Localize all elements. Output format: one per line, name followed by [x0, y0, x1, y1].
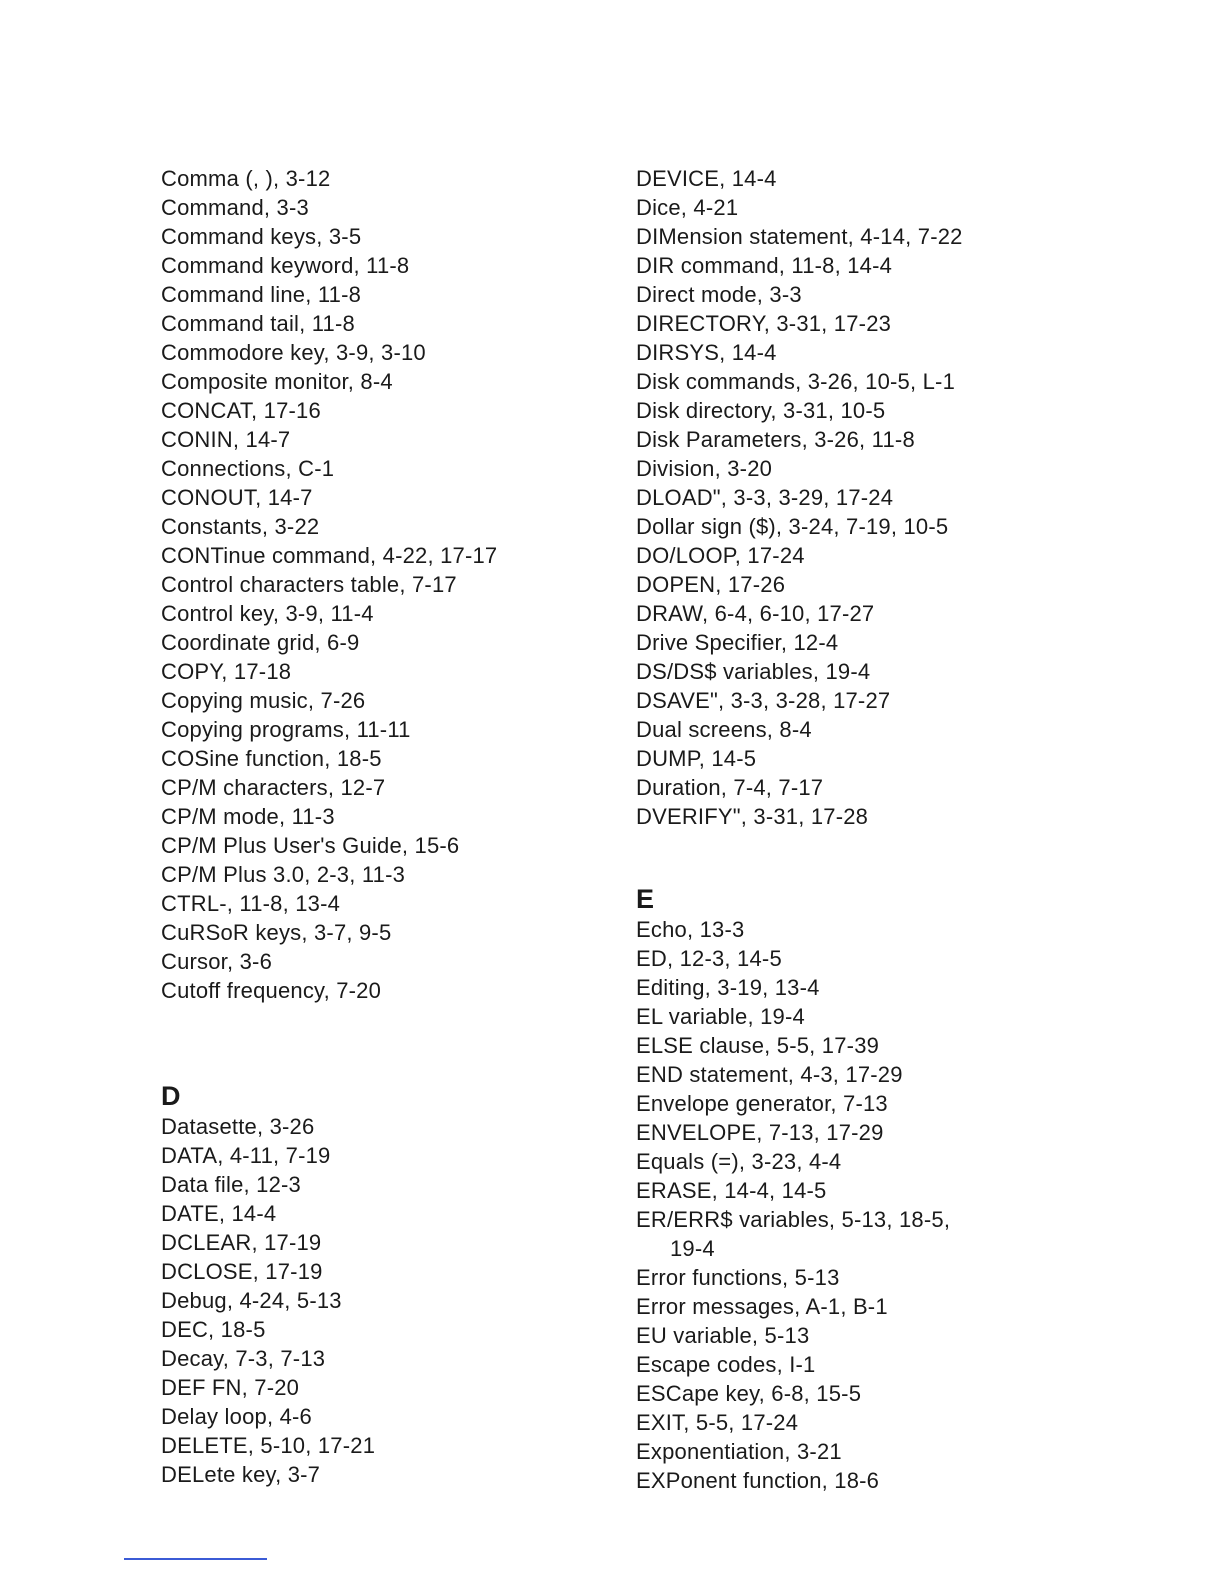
index-entry: Command keys, 3-5 — [161, 224, 362, 249]
index-entry: CONIN, 14-7 — [161, 427, 291, 452]
index-entry: Disk Parameters, 3-26, 11-8 — [636, 427, 915, 452]
index-entry: Dual screens, 8-4 — [636, 717, 812, 742]
index-entry: ESCape key, 6-8, 15-5 — [636, 1381, 862, 1406]
index-entry: DIRSYS, 14-4 — [636, 340, 777, 365]
index-entry: Envelope generator, 7-13 — [636, 1091, 888, 1116]
index-entry: Commodore key, 3-9, 3-10 — [161, 340, 426, 365]
index-entry: Escape codes, I-1 — [636, 1352, 816, 1377]
index-entry: DS/DS$ variables, 19-4 — [636, 659, 871, 684]
index-column-right — [636, 164, 1096, 1495]
index-entry: Command keyword, 11-8 — [161, 253, 410, 278]
index-entry: COSine function, 18-5 — [161, 746, 382, 771]
index-entry: DCLEAR, 17-19 — [161, 1230, 322, 1255]
index-entry: DIR command, 11-8, 14-4 — [636, 253, 893, 278]
index-entry: DSAVE", 3-3, 3-28, 17-27 — [636, 688, 891, 713]
index-entry: Command line, 11-8 — [161, 282, 362, 307]
index-entry: DLOAD", 3-3, 3-29, 17-24 — [636, 485, 894, 510]
index-entry: Connections, C-1 — [161, 456, 335, 481]
index-entry: ER/ERR$ variables, 5-13, 18-5, — [636, 1207, 951, 1232]
index-entry: Debug, 4-24, 5-13 — [161, 1288, 342, 1313]
index-entry: Control characters table, 7-17 — [161, 572, 457, 597]
index-entry: Editing, 3-19, 13-4 — [636, 975, 820, 1000]
index-entry: CONOUT, 14-7 — [161, 485, 313, 510]
index-entry: DIMension statement, 4-14, 7-22 — [636, 224, 963, 249]
index-entry: DUMP, 14-5 — [636, 746, 757, 771]
index-entry: Command, 3-3 — [161, 195, 309, 220]
index-entry: Dice, 4-21 — [636, 195, 739, 220]
index-entry: Control key, 3-9, 11-4 — [161, 601, 374, 626]
index-entry: CONCAT, 17-16 — [161, 398, 321, 423]
index-entry: DEVICE, 14-4 — [636, 166, 777, 191]
index-entry: DATE, 14-4 — [161, 1201, 277, 1226]
index-entry: DATA, 4-11, 7-19 — [161, 1143, 331, 1168]
index-entry: ERASE, 14-4, 14-5 — [636, 1178, 827, 1203]
index-entry: DRAW, 6-4, 6-10, 17-27 — [636, 601, 875, 626]
index-entry: CP/M mode, 11-3 — [161, 804, 335, 829]
index-entry: DOPEN, 17-26 — [636, 572, 786, 597]
index-entry: CP/M Plus 3.0, 2-3, 11-3 — [161, 862, 406, 887]
section-heading-e: E — [636, 884, 655, 914]
index-entry: Decay, 7-3, 7-13 — [161, 1346, 326, 1371]
index-entry: Command tail, 11-8 — [161, 311, 355, 336]
index-entry: Error messages, A-1, B-1 — [636, 1294, 888, 1319]
index-column-left — [161, 164, 601, 1489]
index-entry: Error functions, 5-13 — [636, 1265, 840, 1290]
index-entry: Constants, 3-22 — [161, 514, 320, 539]
index-entry: DEF FN, 7-20 — [161, 1375, 300, 1400]
index-entry: Cursor, 3-6 — [161, 949, 273, 974]
index-entry: Direct mode, 3-3 — [636, 282, 802, 307]
index-entry: Coordinate grid, 6-9 — [161, 630, 360, 655]
index-entry: Division, 3-20 — [636, 456, 773, 481]
index-entry: Composite monitor, 8-4 — [161, 369, 393, 394]
index-entry: CTRL-, 11-8, 13-4 — [161, 891, 341, 916]
index-entry: Disk directory, 3-31, 10-5 — [636, 398, 886, 423]
index-entry: Disk commands, 3-26, 10-5, L-1 — [636, 369, 956, 394]
index-entry: Duration, 7-4, 7-17 — [636, 775, 824, 800]
index-entry: DVERIFY", 3-31, 17-28 — [636, 804, 869, 829]
index-entry: DO/LOOP, 17-24 — [636, 543, 805, 568]
index-entry: DELETE, 5-10, 17-21 — [161, 1433, 376, 1458]
footer-rule — [124, 1558, 267, 1560]
index-entry: Copying music, 7-26 — [161, 688, 366, 713]
index-entry: Delay loop, 4-6 — [161, 1404, 312, 1429]
index-entry: ED, 12-3, 14-5 — [636, 946, 782, 971]
index-entry: ENVELOPE, 7-13, 17-29 — [636, 1120, 884, 1145]
index-entry: CONTinue command, 4-22, 17-17 — [161, 543, 498, 568]
index-entry: END statement, 4-3, 17-29 — [636, 1062, 903, 1087]
index-entry: Echo, 13-3 — [636, 917, 745, 942]
index-entry: Dollar sign ($), 3-24, 7-19, 10-5 — [636, 514, 949, 539]
index-entry: Datasette, 3-26 — [161, 1114, 315, 1139]
index-entry: EXIT, 5-5, 17-24 — [636, 1410, 799, 1435]
index-entry: Data file, 12-3 — [161, 1172, 301, 1197]
index-entry: COPY, 17-18 — [161, 659, 292, 684]
index-entry: DEC, 18-5 — [161, 1317, 266, 1342]
index-entry: EL variable, 19-4 — [636, 1004, 805, 1029]
index-entry: EXPonent function, 18-6 — [636, 1468, 880, 1493]
index-entry: DIRECTORY, 3-31, 17-23 — [636, 311, 892, 336]
index-entry: EU variable, 5-13 — [636, 1323, 810, 1348]
index-entry: Drive Specifier, 12-4 — [636, 630, 839, 655]
index-entry: Cutoff frequency, 7-20 — [161, 978, 382, 1003]
index-entry-continuation: 19-4 — [670, 1236, 715, 1261]
index-entry: Comma (, ), 3-12 — [161, 166, 331, 191]
index-entry: CP/M characters, 12-7 — [161, 775, 386, 800]
index-entry: Equals (=), 3-23, 4-4 — [636, 1149, 842, 1174]
index-entry: CuRSoR keys, 3-7, 9-5 — [161, 920, 392, 945]
index-entry: Exponentiation, 3-21 — [636, 1439, 842, 1464]
index-entry: DCLOSE, 17-19 — [161, 1259, 323, 1284]
index-entry: DELete key, 3-7 — [161, 1462, 321, 1487]
section-heading-d: D — [161, 1081, 181, 1111]
index-entry: ELSE clause, 5-5, 17-39 — [636, 1033, 880, 1058]
index-entry: Copying programs, 11-11 — [161, 717, 411, 742]
index-entry: CP/M Plus User's Guide, 15-6 — [161, 833, 460, 858]
